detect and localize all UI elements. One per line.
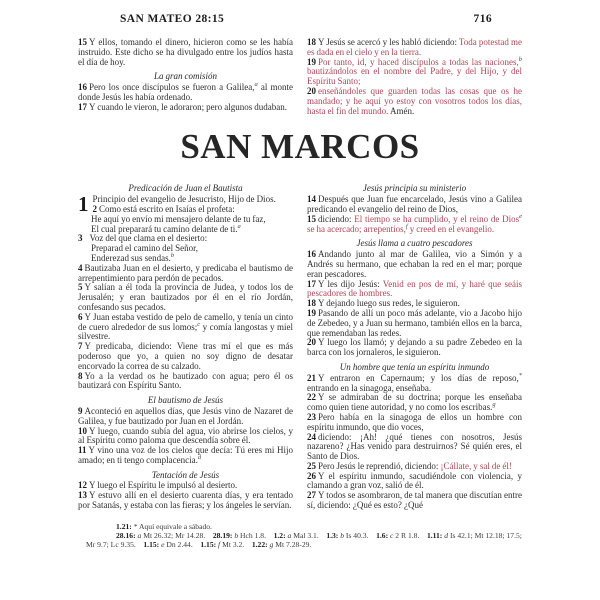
poetry-line: Preparad el camino del Señor, — [91, 243, 199, 254]
mark-left-column — [78, 179, 293, 511]
verse-number: 16 — [78, 82, 87, 93]
verse-number: 18 — [307, 298, 316, 309]
verse: 18 Y Jesús se acercó y les habló diciendo: Toda potestad me es dada en el cielo y en la tierra. — [307, 37, 522, 57]
page-number: 716 — [473, 13, 492, 25]
verse-number: 20 — [307, 85, 316, 96]
verse: 22 Y se admiraban de su doctrina; porque les enseñaba como quien tiene autoridad, y no como los escribas.$^g$ — [307, 392, 522, 413]
running-head-book: SAN MATEO 28:15 — [120, 13, 225, 25]
verse: 19 Por tanto, id, y haced discípulos a todas las naciones,$^b$ bautizándolos en el nombre del Padre, y del Hijo, y del Espíritu Santo; — [307, 55, 522, 87]
chapter-start: 1 Principio del evangelio de Jesucristo, Hijo de Dios. — [78, 192, 276, 217]
mark-section — [78, 179, 522, 511]
verse-number: 12 — [78, 480, 87, 491]
matthew-right-column — [307, 38, 522, 116]
verse-number: 23 — [307, 411, 316, 422]
section-heading: Un hombre que tenía un espíritu inmundo — [339, 361, 490, 372]
verse-number: 13 — [78, 490, 87, 501]
section-heading: Jesús llama a cuatro pescadores — [356, 238, 473, 249]
verse-number: 8 — [78, 370, 83, 381]
mark-right-column — [307, 179, 522, 511]
verse-number: 21 — [307, 372, 316, 383]
footnote-marker: a — [254, 81, 258, 89]
poetry-line: Enderezad sus sendas.$^b$ — [91, 251, 175, 263]
footnote-marker: b — [518, 55, 522, 63]
footnote-marker: f — [405, 222, 408, 230]
verse: 8 Yo a la verdad os he bautizado con agua; pero él os bautizará con Espíritu Santo. — [78, 370, 293, 391]
footnote-marker: d — [197, 453, 202, 461]
verse: 9 Aconteció en aquellos días, que Jesús vino de Nazaret de Galilea, y fue bautizado por Juan en el Jordán. — [78, 405, 293, 426]
verse: 14 Después que Juan fue encarcelado, Jesús vino a Galilea predicando el evangelio del reino de Dios, — [307, 194, 522, 214]
footnote-marker: g — [492, 401, 496, 409]
section-heading: La gran comisión — [153, 71, 218, 82]
footnote-marker: e — [519, 212, 522, 220]
verse-number: 9 — [78, 405, 83, 416]
verse: 20 Y luego los llamó; y dejando a su padre Zebedeo en la barca con los jornaleros, le siguieron. — [307, 337, 522, 358]
section-heading: Jesús principia su ministerio — [362, 183, 467, 194]
verse: 16 Andando junto al mar de Galilea, vio a Simón y a Andrés su hermano, que echaban la red en el mar; porque eran pescadores. — [307, 249, 522, 279]
poetry-line: He aquí yo envío mi mensajero delante de tu faz, — [91, 213, 266, 224]
verse-number: 26 — [307, 470, 316, 481]
verse: 19 Pasando de allí un poco más adelante, vio a Jacobo hijo de Zebedeo, y a Juan su hermano, también ellos en la barca, que remendaban las redes. — [307, 307, 522, 338]
verse: 18 Y dejando luego sus redes, le siguieron. — [307, 298, 460, 309]
footnote-marker: b — [170, 251, 175, 259]
verse: 21 Y entraron en Capernaum; y los días de reposo,* entrando en la sinagoga, enseñaba. — [307, 371, 522, 393]
verse-number: 7 — [78, 341, 83, 352]
verse: 13 Y estuvo allí en el desierto cuarenta días, y era tentado por Satanás, y estaba con las fieras; y los ángeles le servían. — [78, 490, 293, 511]
verse-number: 18 — [307, 37, 316, 47]
verse-number: 6 — [78, 311, 83, 322]
verse-number: 22 — [307, 392, 316, 403]
verse-number: 25 — [307, 460, 316, 471]
running-head — [78, 13, 522, 25]
verse: 3 Voz del que clama en el desierto: — [78, 233, 208, 244]
verse: 7 Y predicaba, diciendo: Viene tras mí el que es más poderoso que yo, a quien no soy digno de desatar encorvado la correa de su calzado. — [78, 341, 293, 371]
footnote-marker: c — [197, 320, 201, 328]
section-heading: Tentación de Jesús — [151, 469, 220, 480]
verse-number: 20 — [307, 337, 316, 348]
verse: 4 Bautizaba Juan en el desierto, y predicaba el bautismo de arrepentimiento para perdón de pecados. — [78, 262, 293, 283]
verse: 26 Y el espíritu inmundo, sacudiéndole con violencia, y clamando a gran voz, salió de él. — [307, 470, 522, 491]
verse-number: 14 — [307, 194, 316, 205]
verse: 15 diciendo: El tiempo se ha cumplido, y el reino de Dios$^e$ se ha acercado; arrepentíos,$^f$ y creed en el evangelio. — [307, 212, 522, 234]
verse-number: 2 — [92, 203, 97, 214]
matthew-left-column — [78, 38, 293, 116]
verse-number: 16 — [307, 249, 316, 260]
verse-number: 24 — [307, 431, 316, 442]
book-title: SAN MARCOS — [180, 127, 420, 167]
verse: 24 diciendo: ¡Ah! ¿qué tienes con nosotros, Jesús nazareno? ¿Has venido para destruirnos? Sé quién eres, el Santo de Dios. — [307, 431, 522, 462]
verse: 11 Y vino una voz de los cielos que decía: Tú eres mi Hijo amado; en ti tengo complacencia.$^d$ — [78, 445, 293, 465]
matthew-section — [78, 38, 522, 116]
translator-footnote: 1.21: * Aquí equivale a sábado. — [116, 521, 212, 531]
footnotes — [78, 522, 522, 550]
cross-reference-footnotes: 28.16: a Mt 26.32; Mr 14.28. 28.19: b Hch 1.8. 1.2: a Mal 3.1. 1.3: b Is 40.3. 1.6: c 2 R 1.8. 1.11: d Is 42.1; Mt 12.18; 17.5; Mr 9.7; Lc 9.35. 1.15: e Dn 2.44. 1.15: f Mt 3.2. 1.22: g Mt 7.28-29. — [86, 531, 522, 550]
footnote-marker: a — [237, 222, 241, 230]
verse-number: 5 — [78, 282, 83, 293]
verse-number: 27 — [307, 490, 316, 501]
footnote-marker: * — [518, 371, 522, 379]
verse: 2 Como está escrito en Isaías el profeta: — [92, 203, 235, 214]
verse-number: 17 — [78, 101, 87, 112]
verse-number: 15 — [307, 213, 316, 224]
chapter-number: 1 — [78, 192, 89, 217]
verse-number: 3 — [78, 233, 83, 244]
verse-number: 19 — [307, 56, 316, 67]
section-heading: El bautismo de Jesús — [147, 395, 224, 406]
verse: 6 Y Juan estaba vestido de pelo de camello, y tenía un cinto de cuero alrededor de sus lomos;$^c$ y comía langostas y miel silvestre. — [78, 311, 293, 342]
verse: 25 Pero Jesús le reprendió, diciendo: ¡Cállate, y sal de él! — [307, 460, 512, 471]
poetry-line: El cual preparará tu camino delante de ti.$^a$ — [91, 222, 241, 234]
verse-number: 4 — [78, 262, 83, 273]
verse: 10 Y luego, cuando subía del agua, vio abrirse los cielos, y al Espíritu como paloma que descendía sobre él. — [78, 425, 293, 446]
section-heading: Predicación de Juan el Bautista — [128, 183, 243, 194]
verse: 15 Y ellos, tomando el dinero, hicieron como se les había instruido. Este dicho se ha divulgado entre los judíos hasta el día de hoy. — [78, 37, 293, 67]
verse-number: 19 — [307, 307, 316, 318]
verse: 12 Y luego el Espíritu le impulsó al desierto. — [78, 480, 238, 491]
verse-number: 10 — [78, 425, 87, 436]
verse: 17 Y cuando le vieron, le adoraron; pero algunos dudaban. — [78, 101, 287, 112]
verse: 17 Y les dijo Jesús: Venid en pos de mí, y haré que seáis pescadores de hombres. — [307, 278, 522, 299]
bible-page — [78, 13, 522, 549]
verse: 27 Y todos se asombraron, de tal manera que discutían entre sí, diciendo: ¿Qué es esto? ¿Qué — [307, 490, 522, 511]
verse: 23 Pero había en la sinagoga de ellos un hombre con espíritu inmundo, que dio voces, — [307, 411, 522, 432]
verse-number: 15 — [78, 37, 87, 47]
verse: 5 Y salían a él toda la provincia de Judea, y todos los de Jerusalén; y eran bautizados por él en el río Jordán, confesando sus pecados. — [78, 282, 293, 312]
verse-number: 11 — [78, 445, 87, 456]
verse-number: 17 — [307, 278, 316, 289]
verse: 16 Pero los once discípulos se fueron a Galilea,$^a$ al monte donde Jesús les había ordenado. — [78, 81, 294, 102]
verse: 20 enseñándoles que guarden todas las cosas que os he mandado; y he aquí yo estoy con vosotros todos los días, hasta el fin del mundo. Amén. — [307, 85, 522, 116]
